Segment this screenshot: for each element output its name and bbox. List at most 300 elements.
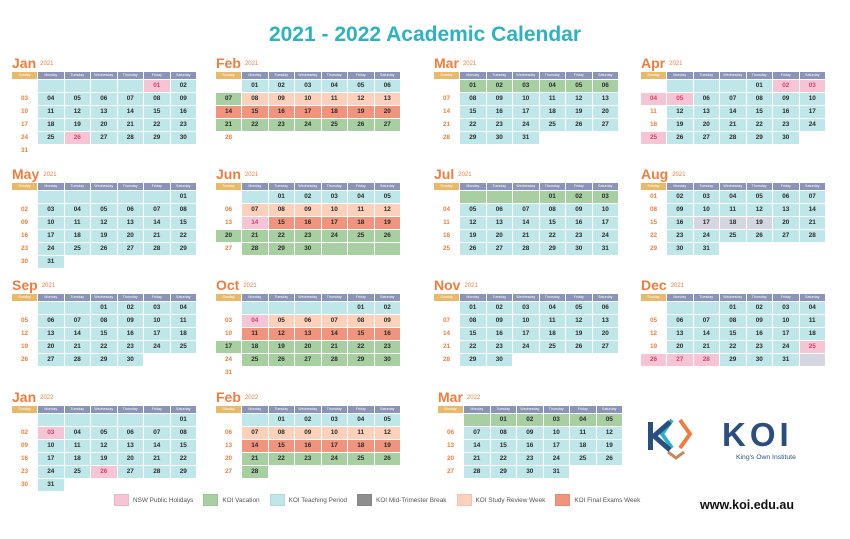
day-cell: 08 xyxy=(540,204,566,216)
day-cell: 16 xyxy=(487,106,513,118)
day-cell: 21 xyxy=(144,453,170,465)
weekday-header: Monday xyxy=(38,406,64,413)
koi-logo xyxy=(650,412,820,472)
day-cell: 26 xyxy=(348,119,374,131)
day-cell xyxy=(295,302,321,314)
day-cell: 25 xyxy=(641,132,666,144)
day-cell xyxy=(91,80,117,92)
day-cell: 24 xyxy=(800,119,826,131)
day-cell: 26 xyxy=(91,466,117,478)
day-cell: 19 xyxy=(375,440,401,452)
day-cell: 30 xyxy=(517,466,543,478)
day-cell: 23 xyxy=(12,466,37,478)
month-feb-2021 xyxy=(216,55,400,144)
day-cell: 21 xyxy=(720,119,746,131)
day-cell xyxy=(667,302,693,314)
day-cell xyxy=(216,414,241,426)
month-days-grid xyxy=(216,183,400,255)
day-cell: 16 xyxy=(517,440,543,452)
month-nov-2021 xyxy=(434,277,618,366)
weekday-header: Thursday xyxy=(118,406,144,413)
day-cell: 25 xyxy=(800,341,826,353)
day-cell: 22 xyxy=(348,341,374,353)
weekday-header: Thursday xyxy=(540,72,566,79)
day-cell: 24 xyxy=(513,341,539,353)
day-cell: 28 xyxy=(65,354,91,366)
legend-item xyxy=(357,494,446,506)
day-cell: 01 xyxy=(171,191,197,203)
day-cell: 11 xyxy=(434,217,459,229)
day-cell: 02 xyxy=(375,302,401,314)
legend-label: KOI Final Exams Week xyxy=(574,496,641,504)
day-cell: 20 xyxy=(216,453,241,465)
day-cell: 28 xyxy=(144,243,170,255)
month-name: Jan xyxy=(12,389,37,405)
weekday-header: Friday xyxy=(566,72,592,79)
day-cell: 28 xyxy=(720,132,746,144)
day-cell: 22 xyxy=(269,230,295,242)
day-cell: 03 xyxy=(513,80,539,92)
day-cell: 17 xyxy=(38,453,64,465)
day-cell: 06 xyxy=(593,302,619,314)
weekday-header: Tuesday xyxy=(65,72,91,79)
koi-logo-k-icon xyxy=(644,418,684,458)
day-cell: 09 xyxy=(171,93,197,105)
day-cell: 01 xyxy=(720,302,746,314)
weekday-header: Thursday xyxy=(747,72,773,79)
day-cell: 15 xyxy=(491,440,517,452)
logo-wordmark: KOI xyxy=(722,416,793,453)
day-cell: 07 xyxy=(65,315,91,327)
day-cell: 24 xyxy=(773,341,799,353)
day-cell: 03 xyxy=(12,93,37,105)
day-cell: 01 xyxy=(242,80,268,92)
day-cell: 14 xyxy=(144,217,170,229)
day-cell: 15 xyxy=(269,440,295,452)
day-cell: 04 xyxy=(434,204,459,216)
day-cell: 30 xyxy=(171,132,197,144)
day-cell: 14 xyxy=(242,217,268,229)
day-cell: 09 xyxy=(295,427,321,439)
day-cell: 31 xyxy=(544,466,570,478)
day-cell: 02 xyxy=(667,191,693,203)
day-cell: 26 xyxy=(375,230,401,242)
day-cell: 14 xyxy=(144,440,170,452)
day-cell: 26 xyxy=(641,354,666,366)
day-cell: 24 xyxy=(593,230,619,242)
weekday-header: Saturday xyxy=(171,183,197,190)
day-cell: 07 xyxy=(464,427,490,439)
day-cell: 01 xyxy=(747,80,773,92)
weekday-header: Saturday xyxy=(375,294,401,301)
day-cell: 11 xyxy=(540,315,566,327)
day-cell xyxy=(65,302,91,314)
day-cell: 19 xyxy=(91,453,117,465)
day-cell xyxy=(38,191,64,203)
weekday-header: Saturday xyxy=(593,183,619,190)
legend-item xyxy=(555,494,640,506)
weekday-header: Wednesday xyxy=(295,294,321,301)
day-cell: 02 xyxy=(12,204,37,216)
day-cell: 05 xyxy=(747,191,773,203)
day-cell xyxy=(641,80,666,92)
day-cell: 22 xyxy=(460,119,486,131)
day-cell: 15 xyxy=(460,328,486,340)
day-cell: 04 xyxy=(242,315,268,327)
day-cell xyxy=(216,191,241,203)
day-cell: 25 xyxy=(720,230,746,242)
day-cell xyxy=(91,256,117,268)
day-cell: 09 xyxy=(269,93,295,105)
day-cell: 10 xyxy=(544,427,570,439)
day-cell: 18 xyxy=(540,106,566,118)
day-cell: 25 xyxy=(65,243,91,255)
weekday-header: Sunday xyxy=(434,294,459,301)
day-cell: 25 xyxy=(570,453,596,465)
day-cell xyxy=(322,367,348,379)
day-cell xyxy=(91,479,117,491)
day-cell: 24 xyxy=(544,453,570,465)
day-cell: 23 xyxy=(487,341,513,353)
day-cell: 21 xyxy=(242,453,268,465)
day-cell: 06 xyxy=(118,427,144,439)
day-cell xyxy=(38,414,64,426)
day-cell: 22 xyxy=(242,119,268,131)
weekday-header: Monday xyxy=(242,72,268,79)
day-cell: 10 xyxy=(513,315,539,327)
day-cell: 21 xyxy=(513,230,539,242)
day-cell: 22 xyxy=(171,230,197,242)
day-cell: 13 xyxy=(38,328,64,340)
month-year: 2022 xyxy=(40,394,54,401)
day-cell: 18 xyxy=(540,328,566,340)
day-cell xyxy=(12,191,37,203)
day-cell: 19 xyxy=(65,119,91,131)
day-cell: 18 xyxy=(570,440,596,452)
day-cell: 19 xyxy=(460,230,486,242)
day-cell: 14 xyxy=(118,106,144,118)
day-cell: 08 xyxy=(269,427,295,439)
day-cell: 29 xyxy=(460,132,486,144)
day-cell: 14 xyxy=(800,204,826,216)
month-name: Apr xyxy=(641,55,666,71)
day-cell: 11 xyxy=(65,440,91,452)
day-cell xyxy=(269,132,295,144)
day-cell: 13 xyxy=(593,315,619,327)
month-header xyxy=(641,55,825,71)
weekday-header: Tuesday xyxy=(694,294,720,301)
day-cell: 10 xyxy=(12,106,37,118)
weekday-header: Monday xyxy=(242,294,268,301)
legend-label: KOI Mid-Trimester Break xyxy=(376,496,447,504)
day-cell: 03 xyxy=(216,315,241,327)
day-cell xyxy=(570,466,596,478)
weekday-header: Friday xyxy=(566,183,592,190)
day-cell: 26 xyxy=(566,119,592,131)
month-days-grid xyxy=(216,72,400,144)
day-cell: 18 xyxy=(171,328,197,340)
day-cell: 12 xyxy=(12,328,37,340)
day-cell xyxy=(91,145,117,157)
day-cell: 10 xyxy=(322,204,348,216)
month-year: 2022 xyxy=(466,394,481,401)
day-cell: 10 xyxy=(38,217,64,229)
day-cell xyxy=(38,302,64,314)
day-cell: 16 xyxy=(171,106,197,118)
month-name: Jul xyxy=(434,166,455,182)
day-cell: 24 xyxy=(694,230,720,242)
day-cell xyxy=(269,466,295,478)
legend-swatch xyxy=(270,494,285,506)
day-cell: 08 xyxy=(171,427,197,439)
day-cell: 15 xyxy=(269,217,295,229)
day-cell: 09 xyxy=(12,217,37,229)
day-cell: 15 xyxy=(171,217,197,229)
day-cell xyxy=(144,145,170,157)
day-cell: 12 xyxy=(460,217,486,229)
day-cell xyxy=(65,191,91,203)
month-oct-2021 xyxy=(216,277,400,379)
day-cell: 03 xyxy=(773,302,799,314)
day-cell: 18 xyxy=(348,440,374,452)
day-cell: 03 xyxy=(322,191,348,203)
day-cell: 22 xyxy=(144,119,170,131)
day-cell: 29 xyxy=(144,132,170,144)
day-cell: 09 xyxy=(667,204,693,216)
day-cell: 20 xyxy=(773,217,799,229)
day-cell: 31 xyxy=(694,243,720,255)
weekday-header: Monday xyxy=(464,406,490,413)
day-cell xyxy=(348,243,374,255)
day-cell: 05 xyxy=(91,204,117,216)
weekday-header: Thursday xyxy=(540,294,566,301)
month-may-2021 xyxy=(12,166,196,268)
weekday-header: Monday xyxy=(460,72,486,79)
day-cell: 11 xyxy=(570,427,596,439)
day-cell: 08 xyxy=(144,93,170,105)
day-cell: 30 xyxy=(487,354,513,366)
day-cell: 04 xyxy=(641,93,666,105)
day-cell: 24 xyxy=(216,354,241,366)
day-cell: 01 xyxy=(269,414,295,426)
day-cell: 14 xyxy=(694,328,720,340)
day-cell: 24 xyxy=(144,341,170,353)
day-cell: 04 xyxy=(348,191,374,203)
month-header xyxy=(12,55,196,71)
day-cell: 20 xyxy=(38,341,64,353)
day-cell: 13 xyxy=(438,440,463,452)
month-header xyxy=(216,277,400,293)
day-cell: 11 xyxy=(720,204,746,216)
day-cell: 10 xyxy=(773,315,799,327)
day-cell xyxy=(800,354,826,366)
day-cell: 09 xyxy=(566,204,592,216)
day-cell: 09 xyxy=(487,315,513,327)
day-cell: 02 xyxy=(566,191,592,203)
day-cell: 13 xyxy=(216,440,241,452)
day-cell: 06 xyxy=(487,204,513,216)
day-cell: 08 xyxy=(747,93,773,105)
day-cell: 31 xyxy=(12,145,37,157)
day-cell: 22 xyxy=(720,341,746,353)
day-cell: 13 xyxy=(91,106,117,118)
month-days-grid xyxy=(641,72,825,144)
day-cell: 24 xyxy=(38,466,64,478)
day-cell: 21 xyxy=(694,341,720,353)
day-cell: 05 xyxy=(65,93,91,105)
day-cell: 15 xyxy=(720,328,746,340)
month-header xyxy=(641,166,825,182)
day-cell: 07 xyxy=(216,93,241,105)
legend-item xyxy=(270,494,348,506)
day-cell: 04 xyxy=(540,80,566,92)
day-cell: 22 xyxy=(491,453,517,465)
day-cell: 26 xyxy=(667,132,693,144)
month-aug-2021 xyxy=(641,166,825,255)
month-sep-2021 xyxy=(12,277,196,366)
day-cell: 29 xyxy=(540,243,566,255)
day-cell: 24 xyxy=(513,119,539,131)
day-cell: 10 xyxy=(295,93,321,105)
weekday-header: Monday xyxy=(667,294,693,301)
month-year: 2021 xyxy=(458,171,472,178)
day-cell: 20 xyxy=(694,119,720,131)
day-cell: 15 xyxy=(641,217,666,229)
day-cell: 25 xyxy=(242,354,268,366)
weekday-header: Monday xyxy=(460,183,486,190)
weekday-header: Sunday xyxy=(641,183,666,190)
day-cell: 15 xyxy=(540,217,566,229)
day-cell xyxy=(566,132,592,144)
day-cell xyxy=(540,132,566,144)
day-cell: 01 xyxy=(491,414,517,426)
day-cell: 13 xyxy=(773,204,799,216)
day-cell: 05 xyxy=(667,93,693,105)
day-cell: 07 xyxy=(720,93,746,105)
month-dec-2021 xyxy=(641,277,825,366)
day-cell: 26 xyxy=(269,354,295,366)
day-cell: 24 xyxy=(38,243,64,255)
day-cell xyxy=(242,191,268,203)
day-cell: 14 xyxy=(434,328,459,340)
weekday-header: Wednesday xyxy=(295,406,321,413)
day-cell: 06 xyxy=(38,315,64,327)
legend-item xyxy=(457,494,546,506)
day-cell: 10 xyxy=(144,315,170,327)
day-cell xyxy=(118,80,144,92)
day-cell: 10 xyxy=(694,204,720,216)
day-cell xyxy=(295,466,321,478)
month-days-grid xyxy=(12,183,196,268)
day-cell: 12 xyxy=(65,106,91,118)
day-cell xyxy=(171,354,197,366)
month-header xyxy=(434,166,618,182)
day-cell: 23 xyxy=(487,119,513,131)
weekday-header: Friday xyxy=(144,294,170,301)
weekday-header: Tuesday xyxy=(269,406,295,413)
day-cell: 29 xyxy=(91,354,117,366)
day-cell xyxy=(375,466,401,478)
day-cell: 28 xyxy=(800,230,826,242)
weekday-header: Monday xyxy=(38,294,64,301)
day-cell: 07 xyxy=(800,191,826,203)
weekday-header: Sunday xyxy=(438,406,463,413)
day-cell: 31 xyxy=(216,367,241,379)
day-cell: 12 xyxy=(269,328,295,340)
day-cell: 05 xyxy=(566,302,592,314)
day-cell: 18 xyxy=(641,119,666,131)
weekday-header: Saturday xyxy=(593,72,619,79)
day-cell: 16 xyxy=(773,106,799,118)
day-cell: 28 xyxy=(144,466,170,478)
weekday-header: Monday xyxy=(242,183,268,190)
day-cell: 08 xyxy=(269,204,295,216)
day-cell xyxy=(348,132,374,144)
weekday-header: Saturday xyxy=(375,406,401,413)
weekday-header: Saturday xyxy=(597,406,623,413)
weekday-header: Tuesday xyxy=(269,183,295,190)
day-cell: 24 xyxy=(295,119,321,131)
month-header xyxy=(216,389,400,405)
month-days-grid xyxy=(216,294,400,379)
day-cell: 04 xyxy=(540,302,566,314)
day-cell: 28 xyxy=(513,243,539,255)
day-cell: 30 xyxy=(487,132,513,144)
day-cell: 17 xyxy=(593,217,619,229)
month-year: 2021 xyxy=(41,282,56,289)
weekday-header: Wednesday xyxy=(91,294,117,301)
day-cell xyxy=(65,479,91,491)
weekday-header: Wednesday xyxy=(720,294,746,301)
weekday-header: Friday xyxy=(144,406,170,413)
weekday-header: Thursday xyxy=(118,72,144,79)
day-cell: 18 xyxy=(65,230,91,242)
weekday-header: Sunday xyxy=(12,406,37,413)
day-cell: 01 xyxy=(348,302,374,314)
day-cell: 18 xyxy=(348,217,374,229)
day-cell: 21 xyxy=(242,230,268,242)
day-cell: 14 xyxy=(216,106,241,118)
weekday-header: Saturday xyxy=(593,294,619,301)
day-cell: 23 xyxy=(375,341,401,353)
day-cell: 17 xyxy=(773,328,799,340)
weekday-header: Sunday xyxy=(641,72,666,79)
day-cell: 31 xyxy=(513,132,539,144)
day-cell: 02 xyxy=(295,414,321,426)
weekday-header: Wednesday xyxy=(295,72,321,79)
day-cell: 26 xyxy=(12,354,37,366)
day-cell: 16 xyxy=(566,217,592,229)
day-cell: 07 xyxy=(434,93,459,105)
month-header xyxy=(434,277,618,293)
day-cell: 30 xyxy=(12,256,37,268)
day-cell: 30 xyxy=(375,354,401,366)
day-cell: 04 xyxy=(720,191,746,203)
day-cell: 19 xyxy=(566,328,592,340)
day-cell xyxy=(597,466,623,478)
day-cell xyxy=(694,80,720,92)
weekday-header: Friday xyxy=(144,183,170,190)
day-cell: 03 xyxy=(800,80,826,92)
day-cell xyxy=(242,414,268,426)
day-cell: 09 xyxy=(517,427,543,439)
day-cell: 21 xyxy=(65,341,91,353)
day-cell: 12 xyxy=(597,427,623,439)
legend-swatch xyxy=(114,494,129,506)
day-cell: 09 xyxy=(118,315,144,327)
day-cell: 02 xyxy=(118,302,144,314)
day-cell: 23 xyxy=(295,453,321,465)
